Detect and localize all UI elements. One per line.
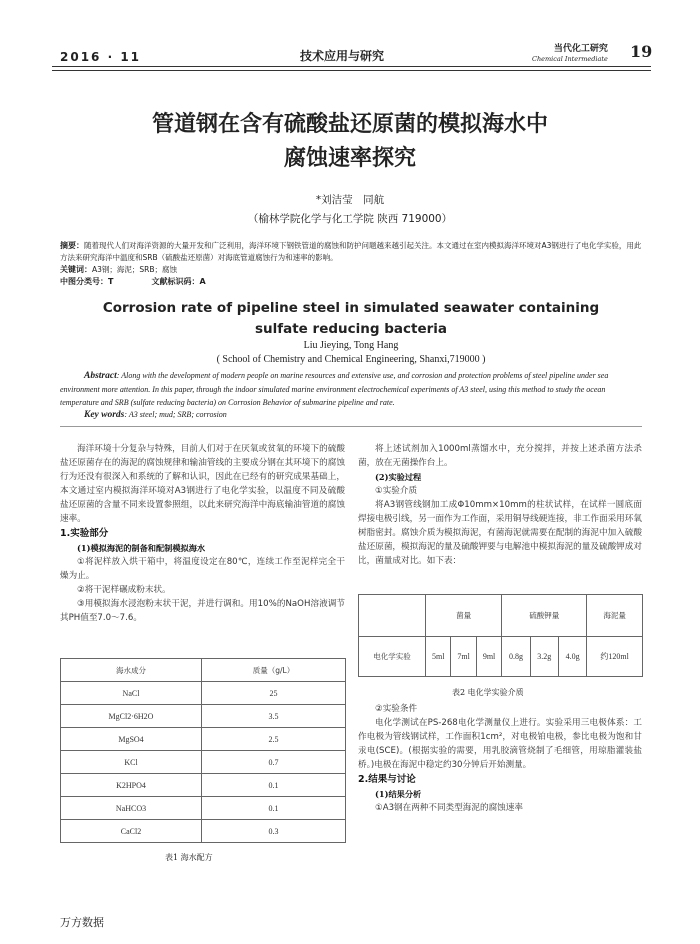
medium-paragraph: 将A3钢管线钢加工成Φ10mm×10mm的柱状试样，在试样一圆底面焊接电极引线，另一面作为工作面，采用铜导线硬连接，非工作面采用环氧树脂密封。腐蚀介质为模拟海泥，有菌海泥就需要在配制的海泥中加入硫酸盐还原菌，模拟海泥的量及硫酸钾要与电解池中模拟海泥的量及硫酸钾成对比，菌量成对比。如下表： (358, 500, 642, 566)
table-row (61, 774, 346, 797)
title-cn-line1: 管道钢在含有硫酸盐还原菌的模拟海水中 (151, 112, 548, 137)
table1-header-mass: 质量（g/L） (202, 659, 346, 682)
keywords-cn: A3钢；海泥；SRB；腐蚀 (92, 265, 178, 274)
table-cell: 25 (202, 682, 346, 705)
table2-header-sulfate: 硫酸钾量 (502, 595, 587, 637)
abstract-en-text: : Along with the development of modern people on marine resources and extensive use, and corrosion and protection problems of steel pipeline under sea environment more attention. In this paper, through the indoor simulated marine environment electrochemical experiments of A3 steel, using this method to study the ocean temperature and SRB (sulfate reducing bacteria) on Corrosion Behavior of submarine pipeline and rate. (60, 371, 609, 407)
table-cell: 0.3 (202, 820, 346, 843)
reagent-paragraph: 将上述试剂加入1000ml蒸馏水中，充分搅拌，并按上述杀菌方法杀菌，放在无菌操作台上。 (358, 444, 642, 468)
title-cn-line2: 腐蚀速率探究 (283, 146, 416, 171)
medium-table (358, 594, 643, 677)
seawater-table (60, 658, 346, 843)
table-row (359, 595, 643, 637)
authors-en: Liu Jieying, Tong Hang (303, 340, 399, 351)
doc-code-label: 文献标识码： (151, 277, 200, 286)
table-cell: 约120ml (587, 637, 643, 677)
table-cell: K2HPO4 (61, 774, 202, 797)
footer-watermark: 万方数据 (60, 916, 104, 929)
table-cell: CaCl2 (61, 820, 202, 843)
keywords-en-label: Key words (84, 410, 125, 420)
right-column-top (358, 442, 642, 568)
abstract-separator (60, 426, 642, 427)
affiliation-cn: （榆林学院化学与化工学院 陕西 719000） (247, 213, 453, 225)
abstract-cn-label: 摘要： (60, 241, 84, 250)
item-corrosion-rate: ①A3钢在两种不同类型海泥的腐蚀速率 (375, 803, 523, 813)
table-cell: 4.0g (558, 637, 586, 677)
title-en (60, 298, 642, 340)
table-row (359, 637, 643, 677)
table-cell: 5ml (426, 637, 451, 677)
table-cell: 9ml (476, 637, 501, 677)
journal-name-en: Chemical Intermediate (532, 55, 608, 63)
table-cell: 3.5 (202, 705, 346, 728)
title-cn (40, 108, 660, 176)
subsection-heading-mud: (1)模拟海泥的制备和配制模拟海水 (77, 543, 206, 553)
abstract-en-label: Abstract (84, 371, 117, 381)
page-number: 19 (630, 42, 653, 61)
table-cell: 2.5 (202, 728, 346, 751)
section-heading-experiment: 1.实验部分 (60, 528, 109, 539)
table1-header-component: 海水成分 (61, 659, 202, 682)
table-cell: 0.1 (202, 774, 346, 797)
item-medium: ①实验介质 (375, 486, 418, 496)
affiliation-en: ( School of Chemistry and Chemical Engineering, Shanxi,719000 ) (216, 354, 486, 365)
step-1: ①将泥样放入烘干箱中，将温度设定在80℃，连续工作至泥样完全干燥为止。 (60, 557, 345, 581)
table-cell: 3.2g (530, 637, 558, 677)
step-2: ②将干泥样碾成粉末状。 (77, 585, 171, 595)
subsection-heading-process: (2)实验过程 (375, 472, 422, 482)
abstract-cn-text: 随着现代人们对海洋资源的大量开发和广泛利用，海洋环境下钢铁管道的腐蚀和防护问题越来越引起关注。本文通过在室内模拟海洋环境对A3钢进行了电化学实验，用此方法来研究海洋中温度和SRB（硫酸盐还原菌）对海底管道腐蚀行为和速率的影响。 (60, 241, 642, 262)
table-row (61, 751, 346, 774)
step-3: ③用模拟海水浸泡粉末状干泥，并进行调和。用10%的NaOH溶液调节其PH值至7.0～7.6。 (60, 599, 345, 623)
right-column-bottom (358, 702, 642, 815)
authors-cn: *刘洁莹 同航 (315, 194, 385, 206)
table-cell: NaHCO3 (61, 797, 202, 820)
table-row (61, 705, 346, 728)
table1-caption: 表1 海水配方 (165, 853, 213, 862)
header-rule-thin (52, 70, 651, 71)
clc-label: 中图分类号： (60, 277, 108, 286)
table-row (61, 728, 346, 751)
table-cell: NaCl (61, 682, 202, 705)
table-cell: 7ml (451, 637, 476, 677)
doc-code-value: A (199, 277, 206, 286)
table2-row-label: 电化学实验 (359, 637, 426, 677)
table-cell: MgSO4 (61, 728, 202, 751)
table-cell: 0.8g (502, 637, 530, 677)
table-cell: KCl (61, 751, 202, 774)
section-name: 技术应用与研究 (300, 49, 385, 63)
keywords-en (84, 410, 227, 420)
journal-name-cn: 当代化工研究 (553, 44, 608, 54)
table-cell: 0.7 (202, 751, 346, 774)
abstract-en (60, 369, 645, 409)
abstract-cn (60, 240, 642, 288)
table-row (61, 682, 346, 705)
table-row (61, 820, 346, 843)
subsection-heading-analysis: (1)结果分析 (375, 789, 422, 799)
clc-value: T (108, 277, 114, 286)
item-conditions: ②实验条件 (375, 704, 418, 714)
section-heading-results: 2.结果与讨论 (358, 774, 416, 785)
intro-paragraph: 海洋环境十分复杂与特殊，目前人们对于在厌氧或贫氧的环境下的硫酸盐还原菌存在的海泥的腐蚀规律和输油管线的主要成分钢在其环境下的腐蚀行为还没有很深入和系统的了解和认识，因此在已经有的研究成果基础上，本文通过室内模拟海洋环境对A3钢进行了电化学实验，以温度不同及硫酸盐还原菌的含量不同来设置参照组，以此来研究海洋中海底输油管道的腐蚀速率。 (60, 444, 345, 524)
journal-brand (532, 44, 608, 64)
conditions-paragraph: 电化学测试在PS-268电化学测量仪上进行。实验采用三电极体系：工作电极为管线钢试样，工作面积1cm²，对电极铂电极，参比电极为饱和甘汞电(SCE)。(根据实验的需要，用乳胶滴管烧制了毛细管，用琼脂灌装盐桥。)电极在海泥中稳定约30分钟后开始测量。 (358, 718, 642, 770)
issue-number: 2016 · 11 (60, 50, 142, 64)
table2-caption: 表2 电化学实验介质 (452, 688, 524, 697)
header-rule (52, 66, 651, 67)
keywords-cn-label: 关键词： (60, 265, 92, 274)
title-en-line1: Corrosion rate of pipeline steel in simulated seawater containing (102, 300, 600, 316)
table-row (61, 659, 346, 682)
table-row (61, 797, 346, 820)
title-en-line2: sulfate reducing bacteria (254, 321, 448, 337)
table-cell: MgCl2·6H2O (61, 705, 202, 728)
table-cell: 0.1 (202, 797, 346, 820)
table2-header-bacteria: 菌量 (426, 595, 502, 637)
keywords-en-text: : A3 steel; mud; SRB; corrosion (124, 410, 227, 419)
table-cell (359, 595, 426, 637)
left-column (60, 442, 345, 625)
table2-header-mud: 海泥量 (587, 595, 643, 637)
